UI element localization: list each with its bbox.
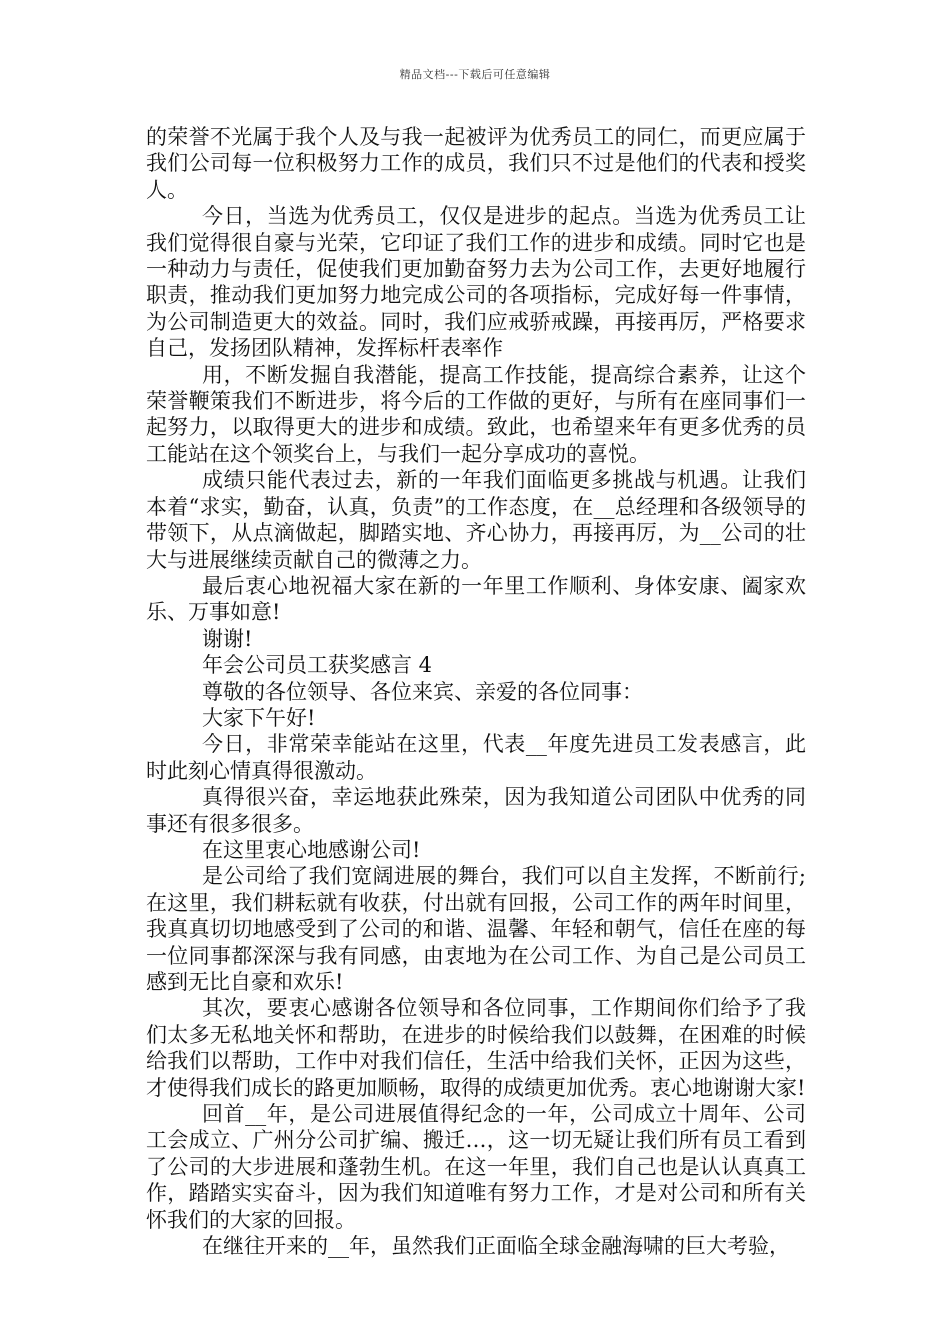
greeting: 大家下午好! (202, 705, 316, 730)
paragraph: 用，不断发掘自我潜能，提高工作技能，提高综合素养，让这个荣誉鞭策我们不断进步，将今后的工作做的更好，与所有在座同事们一起努力，以取得更大的进步和成绩。致此，也希望来年有更多优秀的员工能站在这个领奖台上，与我们一起分享成功的喜悦。 (146, 362, 806, 466)
page-header: 精品文档---下载后可任意编辑 (399, 68, 551, 81)
paragraph: 成绩只能代表过去，新的一年我们面临更多挑战与机遇。让我们本着“求实，勤奋，认真，负责”的工作态度，在__总经理和各级领导的带领下，从点滴做起，脚踏实地、齐心协力，再接再厉，为__公司的壮大与进展继续贡献自己的微薄之力。 (146, 468, 806, 572)
paragraph: 其次，要衷心感谢各位领导和各位同事，工作期间你们给予了我们太多无私地关怀和帮助，在进步的时候给我们以鼓舞，在困难的时候给我们以帮助，工作中对我们信任，生活中给我们关怀，正因为这些，才使得我们成长的路更加顺畅，取得的成绩更加优秀。衷心地谢谢大家! (146, 996, 806, 1100)
paragraph: 的荣誉不光属于我个人及与我一起被评为优秀员工的同仁，而更应属于我们公司每一位积极努力工作的成员，我们只不过是他们的代表和授奖人。 (146, 125, 806, 202)
paragraph: 回首__年，是公司进展值得纪念的一年，公司成立十周年、公司工会成立、广州分公司扩编、搬迁…，这一切无疑让我们所有员工看到了公司的大步进展和蓬勃生机。在这一年里，我们自己也是认认真真工作，踏踏实实奋斗，因为我们知道唯有努力工作，才是对公司和所有关怀我们的大家的回报。 (146, 1102, 806, 1232)
document-body (146, 124, 806, 1259)
paragraph: 今日，当选为优秀员工，仅仅是进步的起点。当选为优秀员工让我们觉得很自豪与光荣，它印证了我们工作的进步和成绩。同时它也是一种动力与责任，促使我们更加勤奋努力去为公司工作，去更好地履行职责，推动我们更加努力地完成公司的各项指标，完成好每一件事情，为公司制造更大的效益。同时，我们应戒骄戒躁，再接再厉，严格要求自己，发扬团队精神，发挥标杆表率作 (146, 204, 806, 361)
section-heading: 年会公司员工获奖感言 4 (202, 653, 433, 678)
paragraph: 最后衷心地祝福大家在新的一年里工作顺利、身体安康、阖家欢乐、万事如意! (146, 573, 806, 625)
paragraph: 在继往开来的__年，虽然我们正面临全球金融海啸的巨大考验， (202, 1234, 790, 1259)
paragraph: 今日，非常荣幸能站在这里，代表__年度先进员工发表感言，此时此刻心情真得很激动。 (146, 732, 806, 783)
paragraph: 谢谢! (202, 626, 253, 651)
paragraph: 是公司给了我们宽阔进展的舞台，我们可以自主发挥，不断前行;在这里，我们耕耘就有收获，付出就有回报，公司工作的两年时间里，我真真切切地感受到了公司的和谐、温馨、年轻和朝气，信任在座的每一位同事都深深与我有同感，由衷地为在公司工作、为自己是公司员工感到无比自豪和欢乐! (146, 864, 806, 994)
salutation: 尊敬的各位领导、各位来宾、亲爱的各位同事： (202, 679, 643, 704)
paragraph: 在这里衷心地感谢公司! (202, 837, 421, 862)
paragraph: 真得很兴奋，幸运地获此殊荣，因为我知道公司团队中优秀的同事还有很多很多。 (146, 785, 806, 836)
